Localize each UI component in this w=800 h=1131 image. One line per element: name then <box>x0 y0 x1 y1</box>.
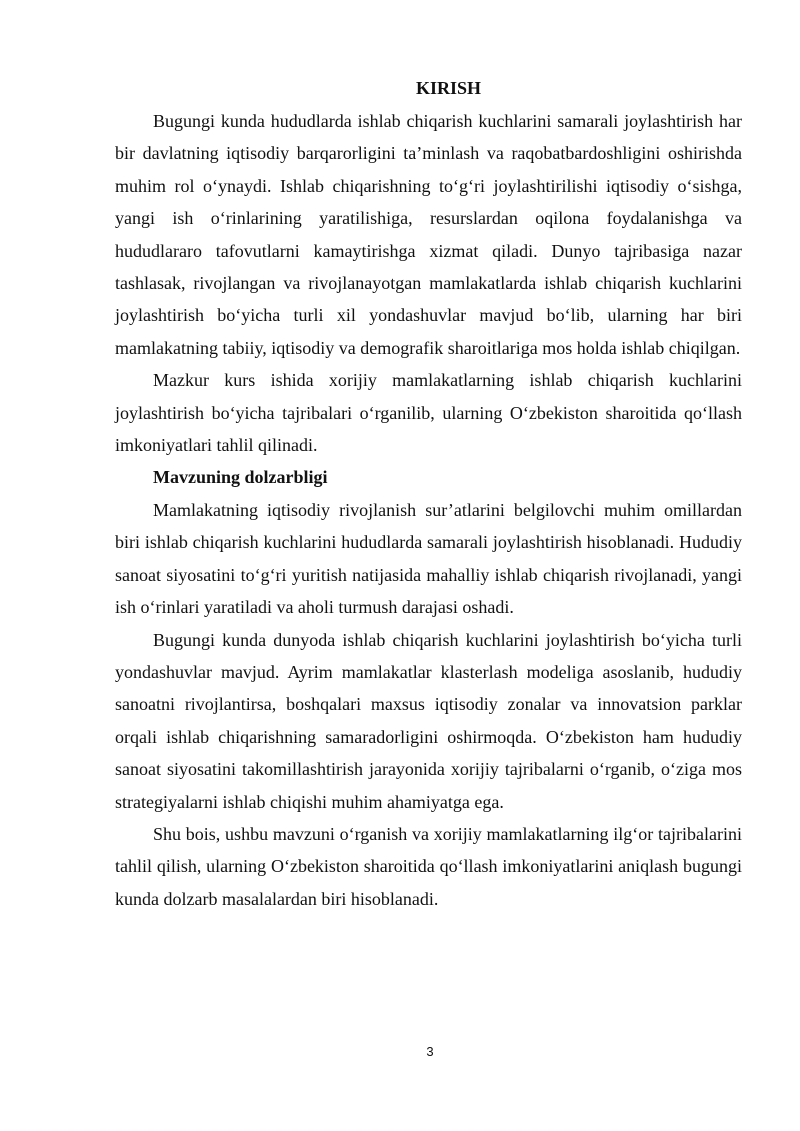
body-paragraph-3: Shu bois, ushbu mavzuni o‘rganish va xorijiy mamlakatlarning ilg‘or tajribalarini tahlil qilish, ularning O‘zbekiston sharoitida qo‘llash imkoniyatlarini aniqlash bugungi kunda dolzarb masalalardan biri hisoblanadi. <box>115 823 742 909</box>
page-content <box>115 74 742 915</box>
body-paragraph-1: Mamlakatning iqtisodiy rivojlanish sur’atlarini belgilovchi muhim omillardan biri ishlab chiqarish kuchlarini hududlarda samarali joylashtirish hisoblanadi. Hududiy sanoat siyosatini to‘g‘ri yuritish natijasida mahalliy ishlab chiqarish rivojlanadi, yangi ish o‘rinlari yaratiladi va aholi turmush darajasi oshadi. <box>115 499 742 618</box>
intro-paragraph-1: Bugungi kunda hududlarda ishlab chiqarish kuchlarini samarali joylashtirish har bir davlatning iqtisodiy barqarorligini ta’minlash va raqobatbardoshligini oshirishda muhim rol o‘ynaydi. Ishlab chiqarishning to‘g‘ri joylashtirilishi iqtisodiy o‘sishga, yangi ish o‘rinlarining yaratilishiga, resurslardan oqilona foydalanishga va hududlararo tafovutlarni kamaytirishga xizmat qiladi. Dunyo tajribasiga nazar tashlasak, rivojlangan va rivojlanayotgan mamlakatlarda ishlab chiqarish kuchlarini joylashtirish bo‘yicha turli xil yondashuvlar mavjud bo‘lib, ularning har biri mamlakatning tabiiy, iqtisodiy va demografik sharoitlariga mos holda ishlab chiqilgan. <box>115 111 742 358</box>
section-subheading: Mavzuning dolzarbligi <box>153 467 328 488</box>
page-number: 3 <box>426 1044 434 1059</box>
page-title: KIRISH <box>415 78 482 98</box>
body-paragraph-2: Bugungi kunda dunyoda ishlab chiqarish kuchlarini joylashtirish bo‘yicha turli yondashuvlar mavjud. Ayrim mamlakatlar klasterlash modeliga asoslanib, hududiy sanoatni rivojlantirsa, boshqalari maxsus iqtisodiy zonalar va innovatsion parklar orqali ishlab chiqarishning samaradorligini oshirmoqda. O‘zbekiston ham hududiy sanoat siyosatini takomillashtirish jarayonida xorijiy tajribalarni o‘rganib, o‘ziga mos strategiyalarni ishlab chiqishi muhim ahamiyatga ega. <box>115 629 742 812</box>
intro-paragraph-2: Mazkur kurs ishida xorijiy mamlakatlarning ishlab chiqarish kuchlarini joylashtirish bo‘yicha tajribalari o‘rganilib, ularning O‘zbekiston sharoitida qo‘llash imkoniyatlari tahlil qilinadi. <box>115 370 742 456</box>
